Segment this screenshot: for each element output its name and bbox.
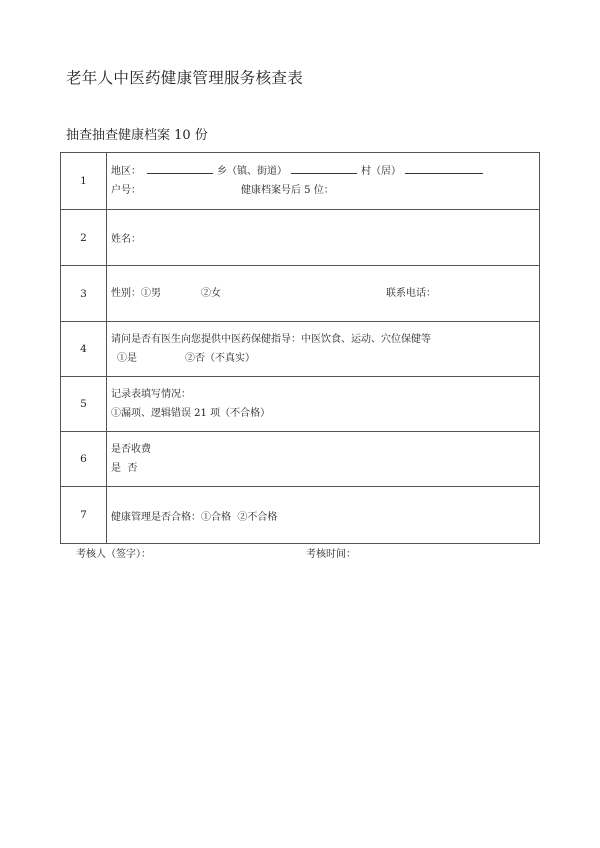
row-number: 7 — [61, 487, 107, 544]
row-number: 5 — [61, 377, 107, 432]
table-row — [61, 377, 540, 432]
qualified-label: 健康管理是否合格：①合格 ②不合格 — [111, 511, 278, 523]
fee-label: 是否收费 — [111, 444, 151, 455]
row-content — [107, 210, 540, 266]
female-option: ②女 — [201, 288, 221, 299]
row-content — [107, 377, 540, 432]
no-option: ②否（不真实） — [185, 353, 255, 364]
gender-label: 性别：①男 — [111, 288, 161, 299]
record-number-label: 健康档案号后 5 位： — [241, 185, 334, 196]
check-table — [60, 152, 540, 544]
row-number: 1 — [61, 153, 107, 210]
exam-time-label: 考核时间： — [306, 549, 356, 560]
examiner-signature-label: 考核人（签字）： — [76, 549, 151, 560]
row-content — [107, 153, 540, 210]
village-blank[interactable] — [405, 162, 483, 174]
row-number: 2 — [61, 210, 107, 266]
table-row — [61, 432, 540, 487]
township-blank[interactable] — [291, 162, 357, 174]
region-blank[interactable] — [147, 162, 213, 174]
yes-option: ①是 — [117, 353, 137, 364]
table-row — [61, 266, 540, 322]
village-label: 村（居） — [361, 166, 401, 177]
page-subtitle: 抽查抽查健康档案 10 份 — [66, 128, 208, 143]
row-content — [107, 322, 540, 377]
row-number: 4 — [61, 322, 107, 377]
household-label: 户号： — [111, 185, 141, 196]
table-row — [61, 210, 540, 266]
row-content — [107, 266, 540, 322]
phone-label: 联系电话： — [386, 288, 436, 299]
name-label: 姓名： — [111, 234, 141, 245]
record-fill-detail: ①漏项、逻辑错误 21 项（不合格） — [111, 408, 271, 419]
table-row — [61, 322, 540, 377]
row-number: 6 — [61, 432, 107, 487]
table-row — [61, 487, 540, 544]
page-title: 老年人中医药健康管理服务核查表 — [66, 69, 304, 87]
region-label: 地区： — [111, 166, 141, 177]
fee-options: 是 否 — [111, 463, 138, 474]
township-label: 乡（镇、街道） — [217, 166, 287, 177]
row-content — [107, 432, 540, 487]
row-content — [107, 487, 540, 544]
record-fill-label: 记录表填写情况： — [111, 389, 191, 400]
question-text: 请问是否有医生向您提供中医药保健指导：中医饮食、运动、穴位保健等 — [111, 334, 431, 345]
table-row — [61, 153, 540, 210]
row-number: 3 — [61, 266, 107, 322]
